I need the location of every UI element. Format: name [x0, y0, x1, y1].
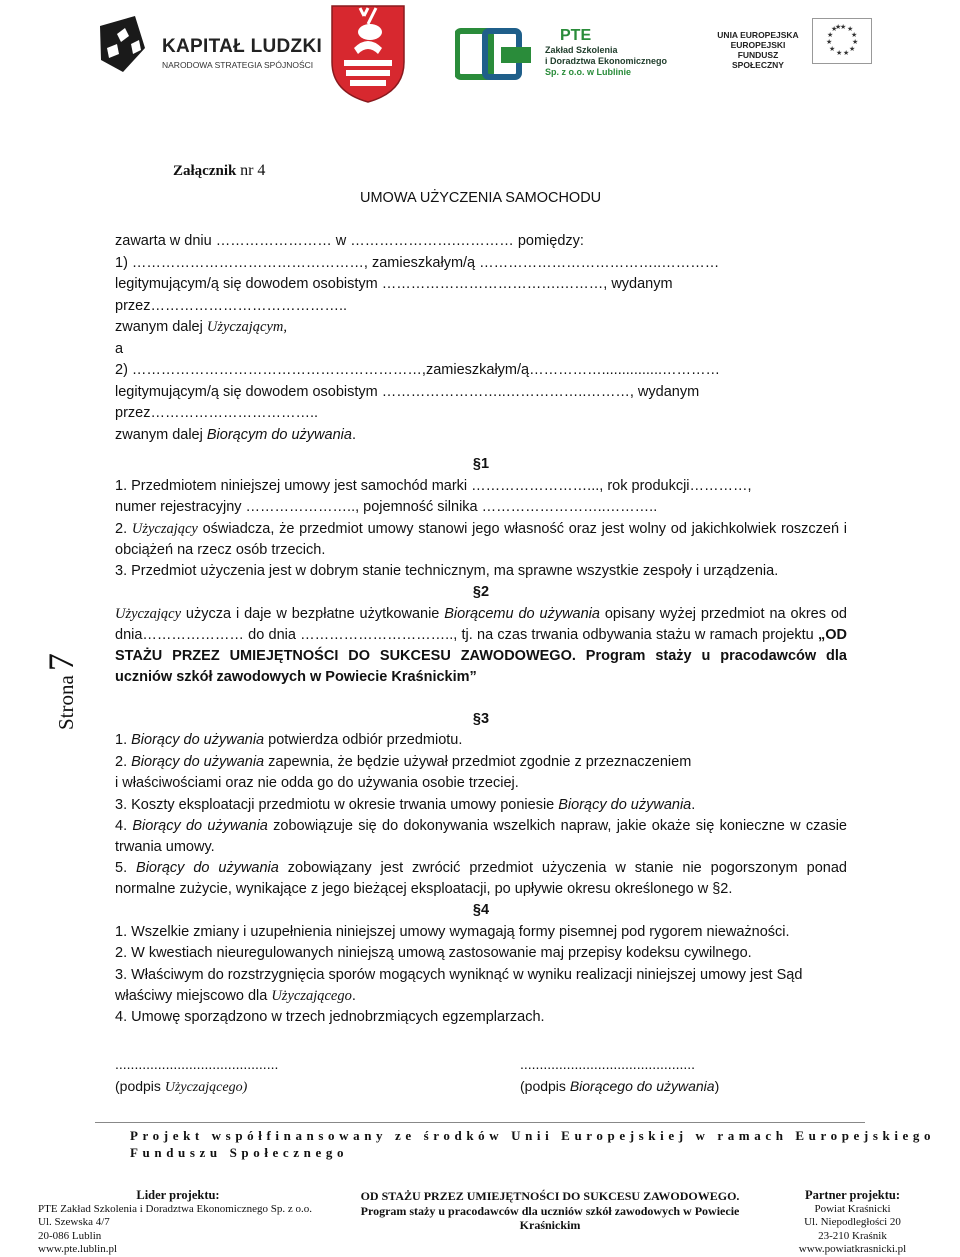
called-text: zwanym dalej	[115, 319, 207, 335]
partner-heading: Partner projektu:	[804, 1188, 900, 1202]
caption-text: (podpis	[520, 1078, 570, 1094]
svg-text:★: ★	[835, 23, 842, 31]
s2-paragraph	[115, 604, 847, 688]
s1-p2-num: 2.	[115, 520, 132, 537]
page-number: 7	[41, 653, 81, 672]
footer-divider	[95, 1122, 865, 1123]
kapital-ludzki-emblem-icon	[95, 14, 157, 76]
s1-p2	[115, 519, 847, 561]
signature-dots: ..........................................	[115, 1056, 279, 1072]
section-4-heading: §4	[472, 902, 490, 918]
eu-line-2: EUROPEJSKI	[730, 40, 786, 50]
partner-street: Ul. Niepodległości 20	[804, 1216, 901, 1228]
partner-website: www.powiatkrasnicki.pl	[798, 1243, 907, 1255]
s4-p3	[115, 965, 847, 1007]
eu-line-3: FUNDUSZ SPOŁECZNY	[732, 50, 784, 70]
svg-text:★: ★	[843, 49, 850, 57]
borrower-term: Biorący do używania	[131, 732, 265, 748]
s3-p2	[115, 752, 847, 774]
footer-partner	[775, 1189, 930, 1257]
text: 3. Właściwym do rozstrzygnięcia sporów mogących wyniknąć w wyniku realizacji niniejszej umowy jest Sąd właściwy miejscowo dla	[115, 966, 803, 1004]
borrower-term: Biorący do używania	[132, 818, 268, 834]
period: .	[351, 987, 356, 1004]
caption-text: (podpis	[115, 1078, 165, 1094]
eu-line-1: UNIA EUROPEJSKA	[717, 30, 799, 40]
coat-of-arms-icon	[330, 4, 406, 104]
s4-p4: 4. Umowę sporządzono w trzech jednobrzmiących egzemplarzach.	[115, 1008, 545, 1025]
eu-flag-icon	[812, 18, 872, 64]
kapital-ludzki-logo	[95, 14, 323, 76]
num: 4.	[115, 818, 133, 834]
svg-text:★: ★	[847, 25, 854, 33]
svg-text:★: ★	[851, 31, 858, 39]
pte-logo	[455, 27, 668, 83]
signature-caption	[520, 1075, 719, 1097]
page-word: Strona	[54, 675, 78, 730]
svg-text:★: ★	[827, 31, 834, 39]
period: .	[691, 796, 696, 813]
document-title: UMOWA UŻYCZENIA SAMOCHODU	[360, 190, 602, 206]
project-name: „OD STAŻU PRZEZ UMIEJĘTNOŚCI DO SUKCESU ZAWODOWEGO. Program staży u pracodawców dla uczniów szkół zawodowych w Powiecie Kraśnickim”	[115, 626, 847, 685]
s3-p3	[115, 795, 847, 817]
party1-issued-line: przez…………………………………..	[115, 297, 348, 314]
banner-line-1: Projekt współfinansowany ze środków Unii Europejskiej w ramach Europejskiego	[130, 1128, 936, 1143]
lender-term: Użyczający	[115, 605, 182, 622]
party1-id-line: legitymującym/ą się dowodem osobistym ……………………………….………, wydanym	[115, 276, 673, 292]
leader-heading: Lider projektu:	[136, 1188, 220, 1202]
svg-text:★: ★	[852, 38, 859, 46]
footer-project: OD STAŻU PRZEZ UMIEJĘTNOŚCI DO SUKCESU ZAWODOWEGO. Program staży u pracodawców dla uczniów szkół zawodowych w Powiecie Kraśnickim	[360, 1189, 740, 1232]
partner-city: 23-210 Kraśnik	[818, 1229, 887, 1242]
party2-id-line: legitymującym/ą się dowodem osobistym ……………………..……………..………, wydanym	[115, 383, 700, 400]
cofinancing-banner	[130, 1127, 935, 1161]
leader-city: 20-086 Lublin	[38, 1229, 102, 1242]
footer-leader	[38, 1189, 318, 1257]
pte-line-2: i Doradztwa Ekonomicznego	[545, 56, 668, 66]
section-1-heading: §1	[472, 456, 490, 472]
eu-logo	[712, 18, 887, 72]
svg-text:★: ★	[849, 45, 856, 53]
s2-text-1: użycza i daje w bezpłatne użytkowanie	[181, 605, 445, 622]
pte-line-1: Zakład Szkolenia	[545, 45, 618, 55]
s4-p2: 2. W kwestiach nieuregulowanych niniejszą umową zastosowanie maj przepisy kodeksu cywilnego.	[115, 945, 752, 961]
s3-p1	[115, 730, 847, 752]
num: 1.	[115, 732, 132, 748]
s4-p1: 1. Wszelkie zmiany i uzupełnienia niniejszej umowy wymagają formy pisemnej pod rygorem nieważności.	[115, 923, 790, 940]
text: potwierdza odbiór przedmiotu.	[264, 732, 463, 748]
party1-residence-line: 1) …………………………………………, zamieszkałym/ą ………………………………..…………	[115, 254, 720, 271]
s1-p1-line1: 1. Przedmiotem niniejszej umowy jest samochód marki ……………………..., rok produkcji…………,	[115, 477, 752, 494]
section-2-heading: §2	[472, 584, 490, 600]
party2-residence-line: 2) ……………………………………………………,zamieszkałym/ą……………...............…………	[115, 362, 721, 378]
s3-p5	[115, 858, 847, 900]
s3-p2-cont: i właściwościami oraz nie odda go do używania osobie trzeciej.	[115, 775, 519, 791]
pte-line-3: Sp. z o.o. w Lublinie	[545, 67, 631, 77]
attachment-number: nr 4	[240, 162, 266, 179]
contract-body	[115, 231, 847, 1028]
text: zobowiązuje się do dokonywania wszelkich napraw, jakie okaże się konieczne w czasie trwania umowy.	[115, 818, 847, 855]
coat-of-arms-logo	[330, 4, 406, 104]
paren: )	[714, 1078, 720, 1094]
s1-p1-line2: numer rejestracyjny ………………….., pojemność silnika ……………………..………..	[115, 499, 658, 515]
and-line: a	[115, 340, 124, 357]
borrower-term: Biorący do używania	[131, 753, 265, 770]
svg-text:★: ★	[836, 49, 843, 57]
lender-term: Użyczający	[131, 520, 198, 537]
num: 5.	[115, 860, 137, 876]
borrower-signature	[520, 1053, 719, 1097]
s3-p4	[115, 816, 847, 858]
num: 2.	[115, 753, 132, 770]
signature-dots: .............................................	[520, 1056, 696, 1072]
s2-text-2: opisany wyżej przedmiot na okres od dnia………………… do dnia ………………………….., tj. na czas trwania odbywania stażu w ramach projektu	[115, 605, 847, 643]
borrower-term: Biorącemu do używania	[444, 605, 600, 622]
svg-text:★: ★	[840, 23, 847, 31]
lender-term: Użyczającego)	[164, 1080, 248, 1095]
signature-caption	[115, 1075, 278, 1099]
party1-called-line	[115, 317, 847, 339]
svg-text:★: ★	[826, 38, 833, 46]
attachment-label	[173, 162, 265, 180]
party2-issued-line: przez……………………………..	[115, 405, 319, 421]
lender-term: Użyczającym,	[206, 319, 288, 335]
period: .	[351, 426, 356, 443]
kapital-ludzki-title: KAPITAŁ LUDZKI	[162, 36, 323, 57]
borrower-term: Biorący do używania	[558, 796, 692, 813]
borrower-term: Biorącego do używania	[569, 1078, 715, 1094]
attachment-word: Załącznik	[173, 163, 237, 179]
called-text-2: zwanym dalej	[115, 426, 207, 443]
text: 3. Koszty eksploatacji przedmiotu w okresie trwania umowy poniesie	[115, 796, 559, 813]
leader-name: PTE Zakład Szkolenia i Doradztwa Ekonomicznego Sp. z o.o.	[38, 1202, 313, 1215]
banner-line-2: Funduszu Społecznego	[130, 1145, 349, 1160]
kapital-ludzki-subtitle: NARODOWA STRATEGIA SPÓJNOŚCI	[162, 60, 314, 70]
section-3-heading: §3	[472, 710, 490, 727]
contract-date-line: zawarta w dniu …………………… w ………………….………… pomiędzy:	[115, 233, 584, 249]
leader-street: Ul. Szewska 4/7	[38, 1216, 110, 1228]
text: zapewnia, że będzie używał przedmiot zgodnie z przeznaczeniem	[264, 753, 692, 770]
s1-p3: 3. Przedmiot użyczenia jest w dobrym stanie technicznym, ma sprawne wszystkie zespoły i urządzenia.	[115, 562, 779, 579]
lender-term: Użyczającego	[271, 987, 352, 1004]
page-number-side	[40, 640, 80, 730]
pte-title: PTE	[560, 27, 592, 44]
svg-text:★: ★	[829, 45, 836, 53]
leader-website: www.pte.lublin.pl	[38, 1243, 118, 1255]
text: zobowiązany jest zwrócić przedmiot użyczenia w stanie nie pogorszonym ponad normalne zużycie, wynikające z jego bieżącej eksploatacji, po upływie okresu określonego w §2.	[115, 860, 847, 897]
svg-text:★: ★	[831, 25, 838, 33]
party2-called-line	[115, 425, 847, 447]
borrower-term: Biorącym do używania	[206, 426, 352, 443]
partner-name: Powiat Kraśnicki	[814, 1202, 891, 1215]
s1-p2-text: oświadcza, że przedmiot umowy stanowi jego własność oraz jest wolny od jakichkolwiek roszczeń i obciążeń na rzecz osób trzecich.	[115, 520, 847, 558]
borrower-term: Biorący do używania	[136, 860, 279, 876]
pte-emblem-icon	[455, 27, 540, 83]
lender-signature	[115, 1053, 278, 1099]
